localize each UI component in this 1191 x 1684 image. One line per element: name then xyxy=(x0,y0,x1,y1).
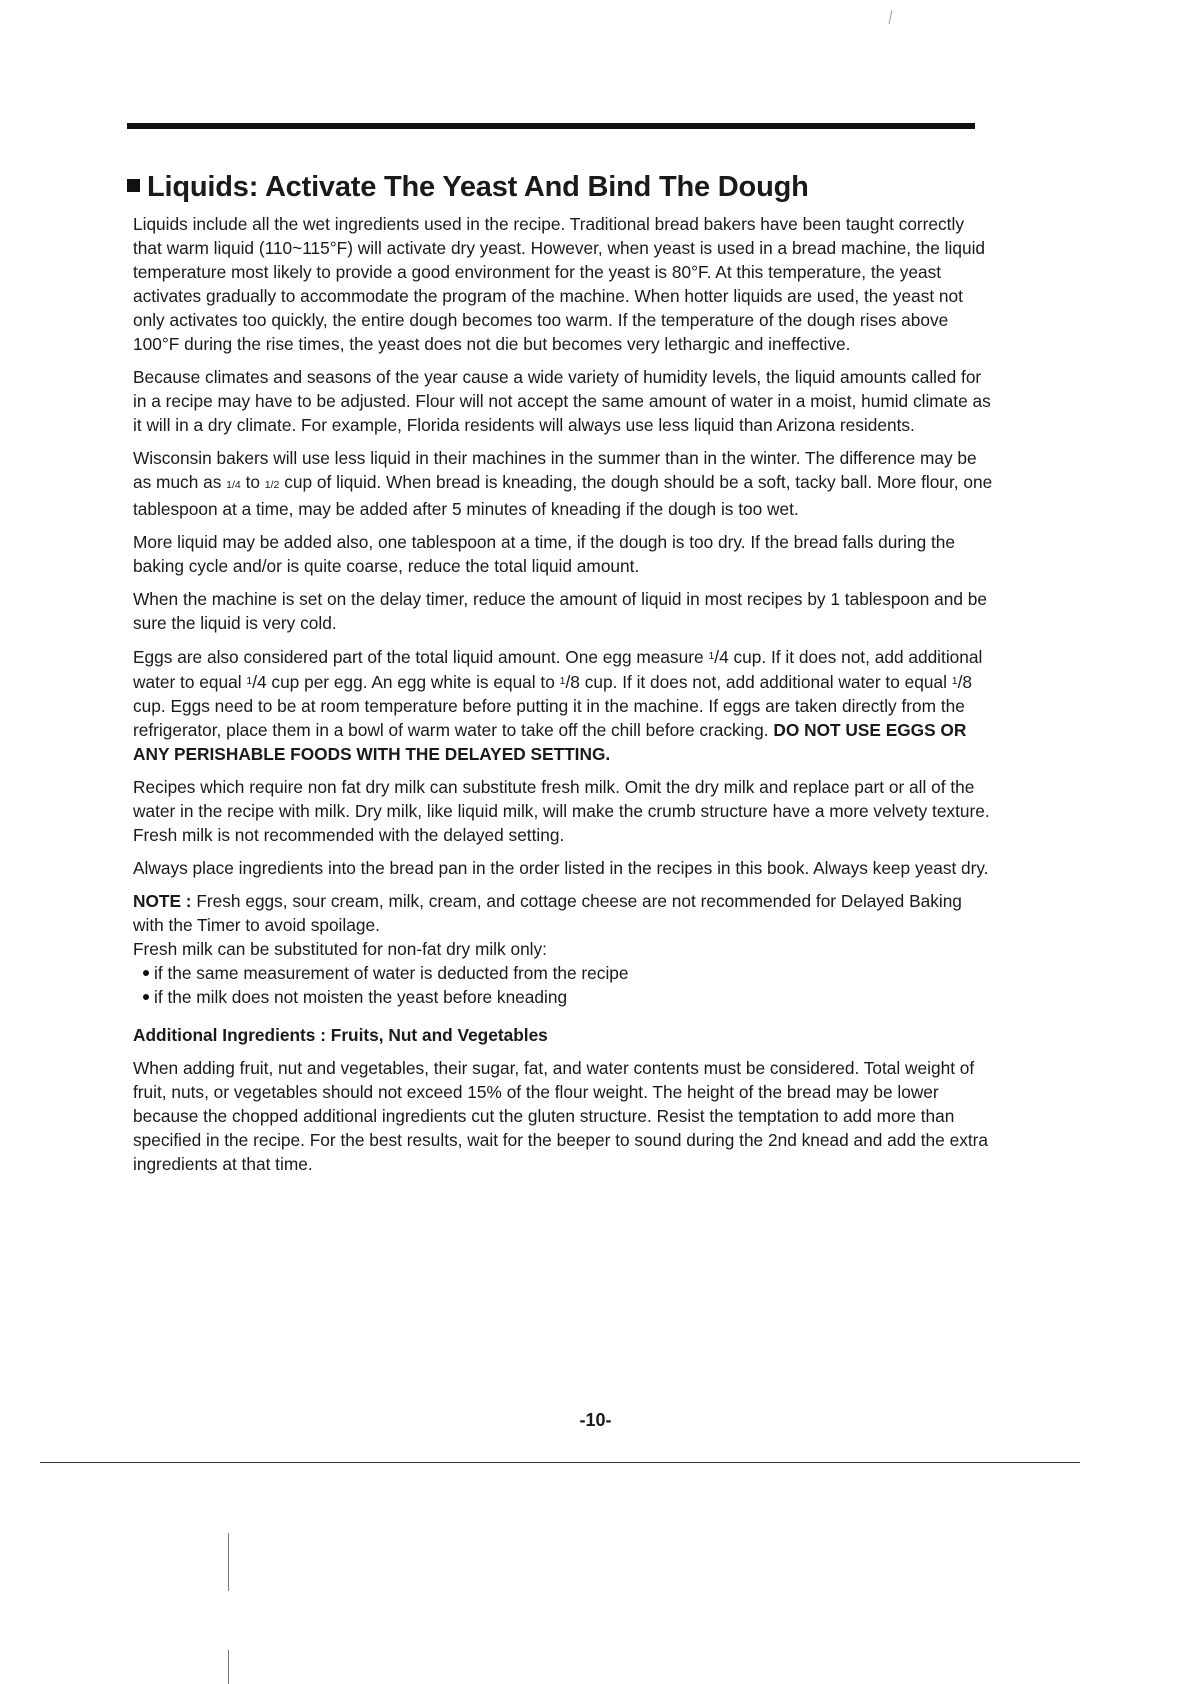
note-block xyxy=(133,889,993,1009)
text-run: cup per egg. An egg white is equal to xyxy=(266,672,560,692)
margin-scan-mark xyxy=(228,1533,229,1591)
note-label: NOTE : xyxy=(133,891,192,911)
note-paragraph xyxy=(133,889,993,937)
square-bullet-icon xyxy=(127,179,140,192)
list-item-text: if the milk does not moisten the yeast before kneading xyxy=(154,987,568,1007)
bullet-dot-icon xyxy=(143,994,149,1000)
text-run: Wisconsin bakers will use less liquid in their machines in the summer than in the winter. The difference may be as much as xyxy=(133,448,977,492)
paragraph-order: Always place ingredients into the bread pan in the order listed in the recipes in this book. Always keep yeast dry. xyxy=(133,858,989,878)
text-run: cup of liquid. When bread is kneading, the dough should be a soft, tacky ball. More flour, one tablespoon at a time, may be added after 5 minutes of kneading if the dough is too wet. xyxy=(133,472,993,519)
paragraph-liquids-intro: Liquids include all the wet ingredients used in the recipe. Traditional bread bakers have been taught correctly that warm liquid (110~115°F) will activate dry yeast. However, when yeast is used in a bread machine, the liquid temperature most likely to provide a good environment for the yeast is 80°F. At this temperature, the yeast activates gradually to accommodate the program of the machine. When hotter liquids are used, the yeast not only activates too quickly, the entire dough becomes too warm. If the temperature of the dough rises above 100°F during the rise times, the yeast does not die but becomes very lethargic and ineffective. xyxy=(133,214,986,354)
fraction-numerator: 1 xyxy=(246,675,253,687)
stray-scan-mark xyxy=(889,10,893,24)
page-number: -10- xyxy=(579,1410,612,1430)
paragraph-delay-timer: When the machine is set on the delay timer, reduce the amount of liquid in most recipes by 1 tablespoon and be sure the liquid is very cold. xyxy=(133,589,988,633)
text-run: cup. If it does not, add additional water to equal xyxy=(579,672,952,692)
fraction-numerator: 1 xyxy=(708,650,715,662)
fraction-half: 1/2 xyxy=(264,479,280,491)
list-item xyxy=(133,961,993,985)
paragraph-climates: Because climates and seasons of the year cause a wide variety of humidity levels, the liquid amounts called for in a recipe may have to be adjusted. Flour will not accept the same amount of water in a moist, humid climate as it will in a dry climate. For example, Florida residents will always use less liquid than Arizona residents. xyxy=(133,367,991,435)
text-run: Eggs are also considered part of the total liquid amount. One egg measure xyxy=(133,647,709,667)
paragraph-eggs xyxy=(133,644,993,766)
fraction-numerator: 1 xyxy=(951,675,958,687)
fraction-denominator: /8 xyxy=(565,672,580,692)
fraction-quarter: 1/4 xyxy=(226,479,241,491)
paragraph-wisconsin xyxy=(133,446,993,521)
bottom-rule xyxy=(40,1462,1080,1463)
section-heading xyxy=(127,170,809,204)
margin-scan-mark xyxy=(228,1650,229,1684)
body-content xyxy=(133,212,993,1185)
note-bullet-list xyxy=(133,961,993,1009)
fraction-denominator: /4 xyxy=(252,672,267,692)
fraction-denominator: /4 xyxy=(714,647,729,667)
paragraph-additional-ingredients: When adding fruit, nut and vegetables, their sugar, fat, and water contents must be considered. Total weight of fruit, nuts, or vegetables should not exceed 15% of the flour weight. The height of the bread may be lower because the chopped additional ingredients cut the gluten structure. Resist the temptation to add more than specified in the recipe. For the best results, wait for the beeper to sound during the 2nd knead and add the extra ingredients at that time. xyxy=(133,1058,988,1174)
text-run: cup. Eggs need to be at room temperature before putting it in the machine. If eggs are taken directly from the refrigerator, place them in a bowl of warm water to take off the chill before cracking. xyxy=(133,696,965,740)
fraction-denominator: /8 xyxy=(957,672,972,692)
list-item-text: if the same measurement of water is deducted from the recipe xyxy=(154,963,629,983)
fraction-numerator: 1 xyxy=(559,675,566,687)
subheading-additional-ingredients: Additional Ingredients : Fruits, Nut and Vegetables xyxy=(133,1025,548,1045)
text-run: to xyxy=(240,472,265,492)
warning-bold-text: DO NOT USE EGGS OR ANY PERISHABLE FOODS WITH THE DELAYED SETTING. xyxy=(133,720,967,764)
paragraph-dry-milk: Recipes which require non fat dry milk can substitute fresh milk. Omit the dry milk and replace part or all of the water in the recipe with milk. Dry milk, like liquid milk, will make the crumb structure have a more velvety texture. Fresh milk is not recommended with the delayed setting. xyxy=(133,777,990,845)
top-rule xyxy=(127,123,975,129)
note-line-2: Fresh milk can be substituted for non-fat dry milk only: xyxy=(133,939,547,959)
text-run: cup. If it does not, add additional water to equal xyxy=(133,647,983,692)
note-text: Fresh eggs, sour cream, milk, cream, and cottage cheese are not recommended for Delayed Baking with the Timer to avoid spoilage. xyxy=(133,891,962,935)
paragraph-more-liquid: More liquid may be added also, one tablespoon at a time, if the dough is too dry. If the bread falls during the baking cycle and/or is quite coarse, reduce the total liquid amount. xyxy=(133,532,956,576)
bullet-dot-icon xyxy=(143,970,149,976)
heading-text: Liquids: Activate The Yeast And Bind The Dough xyxy=(147,171,809,203)
list-item xyxy=(133,985,993,1009)
